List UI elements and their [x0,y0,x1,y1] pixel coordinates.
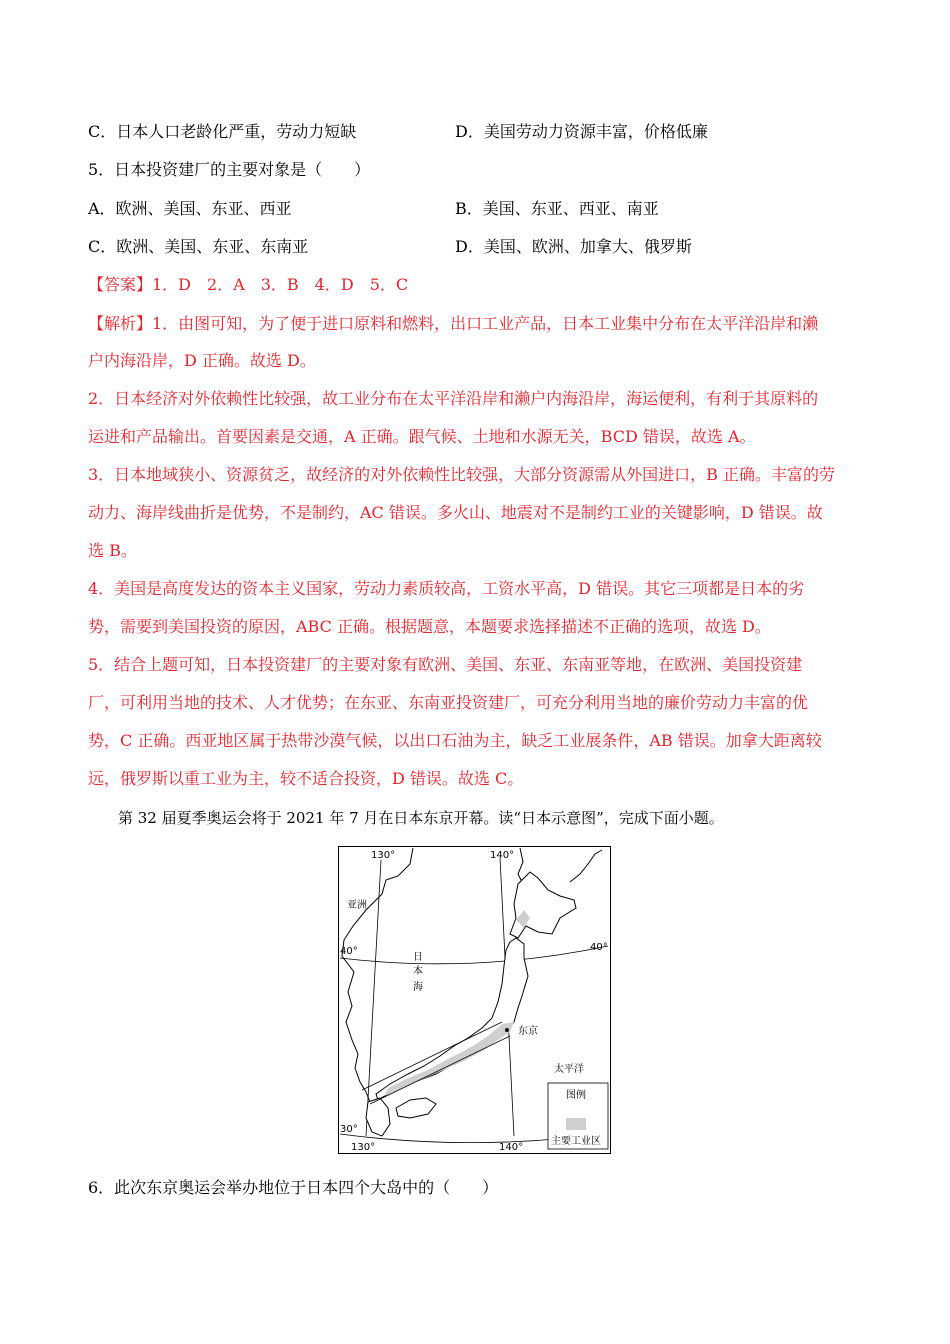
q6-stem: 6．此次东京奥运会举办地位于日本四个大岛中的（ ） [88,1178,499,1197]
lat-30-label: 30° [340,1124,358,1135]
analysis-line: 户内海沿岸，D 正确。故选 D。 [88,351,316,370]
lon-130-label-top: 130° [371,850,396,861]
q4-option-c: C．日本人口老龄化严重，劳动力短缺 [88,122,357,141]
q5-option-b: B．美国、东亚、西亚、南亚 [455,199,659,218]
analysis-line: 【解析】1．由图可知，为了便于进口原料和燃料，出口工业产品，日本工业集中分布在太平洋沿岸和濑 [88,314,819,333]
sea-of-japan-label-1: 日 [413,952,423,963]
japan-map [338,846,611,1154]
q5-stem: 5．日本投资建厂的主要对象是（ ） [88,160,371,179]
analysis-line: 3．日本地域狭小、资源贫乏，故经济的对外依赖性比较强，大部分资源需从外国进口，B 正确。丰富的劳 [88,465,836,484]
q4-option-d: D．美国劳动力资源丰富，价格低廉 [455,122,708,141]
analysis-line: 运进和产品输出。首要因素是交通，A 正确。跟气候、土地和水源无关，BCD 错误，故选 A。 [88,427,756,446]
analysis-line: 厂，可利用当地的技术、人才优势；在东亚、东南亚投资建厂，可充分利用当地的廉价劳动力丰富的优 [88,693,809,712]
analysis-line: 4．美国是高度发达的资本主义国家，劳动力素质较高，工资水平高，D 错误。其它三项都是日本的劣 [88,579,805,598]
lat-40-label-right: 40° [590,942,608,953]
map-legend [548,1083,608,1149]
tokyo-label: 东京 [518,1026,538,1037]
analysis-line: 选 B。 [88,541,137,560]
lon-140-label-top: 140° [490,850,515,861]
analysis-line: 5．结合上题可知，日本投资建厂的主要对象有欧洲、美国、东亚、东南亚等地，在欧洲、美国投资建 [88,655,803,674]
analysis-line: 势，需要到美国投资的原因，ABC 正确。根据题意，本题要求选择描述不正确的选项，故选 D。 [88,617,771,636]
analysis-line: 势，C 正确。西亚地区属于热带沙漠气候，以出口石油为主，缺乏工业展条件，AB 错误。加拿大距离较 [88,731,822,750]
asia-label: 亚洲 [347,900,367,911]
analysis-line: 2．日本经济对外依赖性比较强，故工业分布在太平洋沿岸和濑户内海沿岸，海运便利，有利于其原料的 [88,389,819,408]
analysis-line: 动力、海岸线曲折是优势，不是制约，AC 错误。多火山、地震对不是制约工业的关键影响，D 错误。故 [88,503,823,522]
q5-option-c: C．欧洲、美国、东亚、东南亚 [88,237,309,256]
pacific-label: 太平洋 [554,1064,584,1075]
legend-swatch [566,1118,586,1130]
analysis-line: 远，俄罗斯以重工业为主，较不适合投资，D 错误。故选 C。 [88,769,524,788]
lat-40-label-left: 40° [340,946,358,957]
map-intro: 第 32 届夏季奥运会将于 2021 年 7 月在日本东京开幕。读“日本示意图”，完成下面小题。 [118,809,724,827]
answer-line: 【答案】1．D 2．A 3．B 4．D 5．C [88,275,409,294]
lon-130-label-bottom: 130° [351,1142,376,1153]
q5-option-d: D．美国、欧洲、加拿大、俄罗斯 [455,237,692,256]
sea-of-japan-label-2: 本 [413,966,423,977]
legend-title: 图例 [566,1090,586,1101]
legend-item-label: 主要工业区 [551,1136,601,1147]
q5-option-a: A．欧洲、美国、东亚、西亚 [88,199,292,218]
sea-of-japan-label-3: 海 [413,982,423,993]
tokyo-marker [505,1028,509,1032]
lon-140-label-bottom: 140° [499,1142,524,1153]
